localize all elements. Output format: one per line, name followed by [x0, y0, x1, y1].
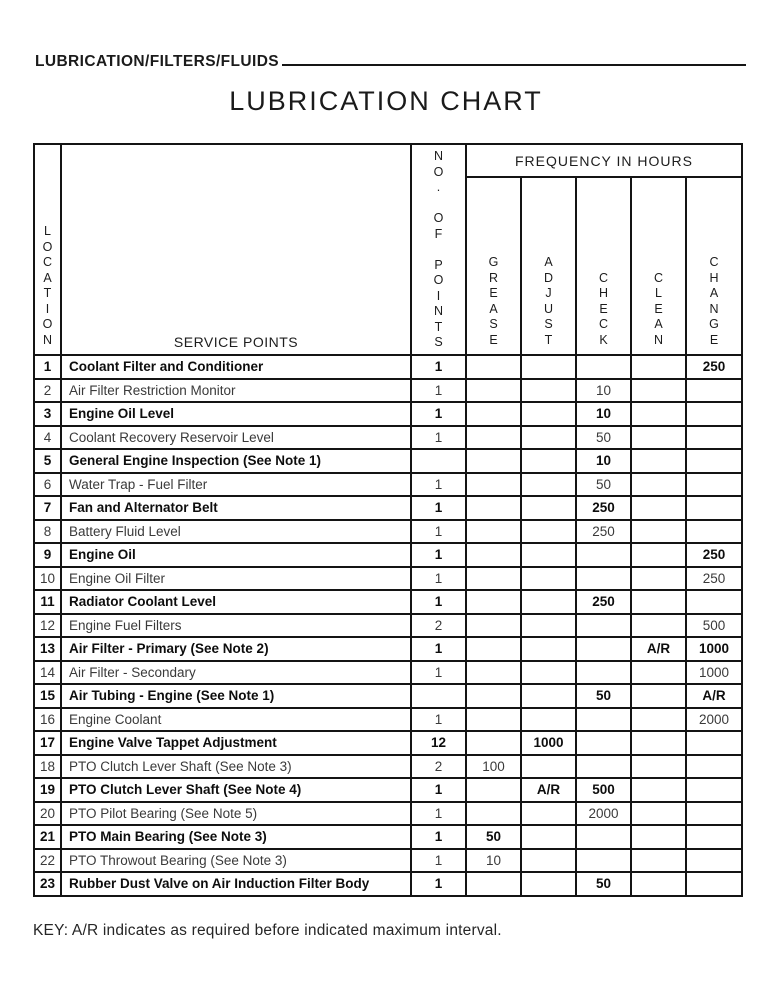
grease-cell — [467, 544, 522, 566]
grease-cell — [467, 403, 522, 425]
location-cell: 18 — [35, 756, 62, 778]
points-cell: 1 — [412, 380, 467, 402]
service-point-cell: Air Tubing - Engine (See Note 1) — [62, 685, 412, 707]
adjust-cell — [522, 380, 577, 402]
location-cell: 8 — [35, 521, 62, 543]
points-cell: 1 — [412, 403, 467, 425]
points-cell: 12 — [412, 732, 467, 754]
service-points-column-header: SERVICE POINTS — [62, 145, 412, 354]
change-cell: 250 — [702, 359, 726, 375]
points-cell: 1 — [412, 356, 467, 378]
service-point-cell: Engine Valve Tappet Adjustment — [62, 732, 412, 754]
table-row — [35, 756, 741, 780]
check-cell: 250 — [577, 591, 632, 613]
location-cell: 12 — [35, 615, 62, 637]
points-cell: 1 — [412, 521, 467, 543]
clean-cell — [632, 732, 687, 754]
check-cell: 50 — [577, 685, 632, 707]
check-cell: 10 — [577, 450, 632, 472]
check-cell: 50 — [577, 474, 632, 496]
table-body — [35, 356, 741, 895]
adjust-cell — [522, 544, 577, 566]
grease-cell — [467, 380, 522, 402]
check-column-header: C H E C K — [577, 178, 632, 354]
change-column-header: C H A N G E — [709, 255, 719, 347]
table-row — [35, 662, 741, 686]
clean-cell — [632, 803, 687, 825]
location-cell: 11 — [35, 591, 62, 613]
points-cell: 1 — [412, 850, 467, 872]
change-cell: 1000 — [698, 664, 730, 680]
grease-cell — [467, 662, 522, 684]
service-point-cell: PTO Clutch Lever Shaft (See Note 4) — [62, 779, 412, 801]
location-cell: 17 — [35, 732, 62, 754]
location-column-header: L O C A T I O N — [35, 145, 62, 354]
grease-cell: 50 — [467, 826, 522, 848]
change-cell — [687, 826, 741, 848]
points-cell: 1 — [412, 826, 467, 848]
lubrication-chart-table — [33, 143, 743, 897]
grease-cell — [467, 685, 522, 707]
points-cell: 2 — [412, 615, 467, 637]
clean-cell — [632, 427, 687, 449]
adjust-cell — [522, 850, 577, 872]
location-cell: 3 — [35, 403, 62, 425]
change-cell — [687, 474, 741, 496]
service-point-cell: PTO Throwout Bearing (See Note 3) — [62, 850, 412, 872]
service-point-cell: Engine Fuel Filters — [62, 615, 412, 637]
adjust-cell — [522, 403, 577, 425]
clean-cell — [632, 709, 687, 731]
location-cell: 10 — [35, 568, 62, 590]
service-point-cell: Rubber Dust Valve on Air Induction Filter Body — [62, 873, 412, 895]
service-point-cell: Air Filter Restriction Monitor — [62, 380, 412, 402]
change-cell — [687, 427, 741, 449]
clean-cell — [632, 497, 687, 519]
table-row — [35, 450, 741, 474]
grease-cell — [467, 450, 522, 472]
table-row — [35, 615, 741, 639]
points-cell: 1 — [412, 474, 467, 496]
grease-cell — [467, 638, 522, 660]
points-cell: 2 — [412, 756, 467, 778]
location-cell: 13 — [35, 638, 62, 660]
grease-cell — [467, 615, 522, 637]
clean-cell — [632, 873, 687, 895]
table-row — [35, 356, 741, 380]
table-row — [35, 380, 741, 404]
points-cell: 1 — [412, 638, 467, 660]
service-point-cell: Water Trap - Fuel Filter — [62, 474, 412, 496]
service-point-cell: PTO Main Bearing (See Note 3) — [62, 826, 412, 848]
service-point-cell: PTO Pilot Bearing (See Note 5) — [62, 803, 412, 825]
clean-cell — [632, 521, 687, 543]
adjust-cell — [522, 615, 577, 637]
service-point-cell: Engine Oil Level — [62, 403, 412, 425]
location-cell: 14 — [35, 662, 62, 684]
clean-cell — [632, 474, 687, 496]
check-cell: 250 — [577, 497, 632, 519]
location-cell: 19 — [35, 779, 62, 801]
table-row — [35, 403, 741, 427]
check-cell: 50 — [577, 873, 632, 895]
change-cell — [687, 756, 741, 778]
table-row — [35, 685, 741, 709]
table-row — [35, 873, 741, 895]
key-note: KEY: A/R indicates as required before indicated maximum interval. — [33, 922, 502, 939]
clean-cell — [632, 356, 687, 378]
grease-cell — [467, 474, 522, 496]
change-cell — [687, 850, 741, 872]
points-cell: 1 — [412, 779, 467, 801]
clean-cell — [632, 544, 687, 566]
check-cell: 10 — [577, 403, 632, 425]
check-cell: 2000 — [577, 803, 632, 825]
section-heading: LUBRICATION/FILTERS/FLUIDS — [35, 53, 280, 70]
location-cell: 21 — [35, 826, 62, 848]
heading-rule-line — [282, 52, 746, 66]
grease-column-header: G R E A S E — [467, 178, 522, 354]
adjust-cell — [522, 873, 577, 895]
adjust-cell — [522, 521, 577, 543]
points-cell: 1 — [412, 568, 467, 590]
adjust-cell — [522, 497, 577, 519]
grease-cell — [467, 497, 522, 519]
grease-cell: 100 — [467, 756, 522, 778]
adjust-cell — [522, 591, 577, 613]
adjust-cell — [522, 709, 577, 731]
table-row — [35, 568, 741, 592]
check-cell: 500 — [577, 779, 632, 801]
service-point-cell: Coolant Recovery Reservoir Level — [62, 427, 412, 449]
service-point-cell: Coolant Filter and Conditioner — [62, 356, 412, 378]
adjust-cell: A/R — [522, 779, 577, 801]
service-point-cell: General Engine Inspection (See Note 1) — [62, 450, 412, 472]
adjust-cell — [522, 638, 577, 660]
change-cell — [687, 380, 741, 402]
change-cell — [687, 779, 741, 801]
grease-cell — [467, 591, 522, 613]
change-cell: A/R — [702, 688, 726, 704]
table-header — [35, 145, 741, 356]
points-cell: 1 — [412, 709, 467, 731]
change-cell — [687, 591, 741, 613]
check-cell: 50 — [577, 427, 632, 449]
adjust-cell — [522, 568, 577, 590]
clean-cell — [632, 685, 687, 707]
adjust-column-header: A D J U S T — [522, 178, 577, 354]
grease-cell — [467, 709, 522, 731]
service-point-cell: Fan and Alternator Belt — [62, 497, 412, 519]
location-cell: 1 — [35, 356, 62, 378]
service-point-cell: Battery Fluid Level — [62, 521, 412, 543]
service-point-cell: Radiator Coolant Level — [62, 591, 412, 613]
points-cell: 1 — [412, 427, 467, 449]
points-cell: 1 — [412, 591, 467, 613]
points-cell: 1 — [412, 497, 467, 519]
check-cell — [577, 356, 632, 378]
adjust-cell — [522, 662, 577, 684]
check-cell — [577, 544, 632, 566]
check-cell — [577, 709, 632, 731]
check-cell — [577, 850, 632, 872]
table-row — [35, 591, 741, 615]
check-cell — [577, 638, 632, 660]
clean-cell — [632, 662, 687, 684]
clean-cell — [632, 591, 687, 613]
location-cell: 7 — [35, 497, 62, 519]
clean-cell: A/R — [632, 638, 687, 660]
adjust-cell — [522, 450, 577, 472]
grease-cell: 10 — [467, 850, 522, 872]
clean-column-header: C L E A N — [632, 178, 687, 354]
no-of-points-column-header: N O . O F P O I N T S — [412, 145, 467, 354]
grease-cell — [467, 568, 522, 590]
change-cell: 2000 — [698, 711, 730, 727]
adjust-cell — [522, 474, 577, 496]
change-cell — [687, 803, 741, 825]
clean-cell — [632, 826, 687, 848]
grease-cell — [467, 732, 522, 754]
change-cell — [687, 873, 741, 895]
points-cell: 1 — [412, 544, 467, 566]
adjust-cell — [522, 756, 577, 778]
clean-cell — [632, 403, 687, 425]
clean-cell — [632, 380, 687, 402]
service-point-cell: PTO Clutch Lever Shaft (See Note 3) — [62, 756, 412, 778]
change-cell — [687, 450, 741, 472]
change-cell — [687, 403, 741, 425]
location-cell: 15 — [35, 685, 62, 707]
location-cell: 2 — [35, 380, 62, 402]
change-cell: 250 — [702, 570, 726, 586]
points-cell — [412, 450, 467, 472]
points-cell: 1 — [412, 873, 467, 895]
check-cell: 10 — [577, 380, 632, 402]
location-cell: 22 — [35, 850, 62, 872]
check-cell — [577, 756, 632, 778]
check-cell — [577, 732, 632, 754]
grease-cell — [467, 873, 522, 895]
service-point-cell: Engine Coolant — [62, 709, 412, 731]
grease-cell — [467, 779, 522, 801]
check-cell — [577, 662, 632, 684]
service-point-cell: Air Filter - Primary (See Note 2) — [62, 638, 412, 660]
page-header — [35, 52, 746, 71]
table-row — [35, 850, 741, 874]
check-cell — [577, 568, 632, 590]
change-cell: 1000 — [698, 641, 730, 657]
adjust-cell — [522, 356, 577, 378]
location-cell: 20 — [35, 803, 62, 825]
points-cell: 1 — [412, 662, 467, 684]
location-cell: 4 — [35, 427, 62, 449]
table-row — [35, 803, 741, 827]
table-row — [35, 779, 741, 803]
clean-cell — [632, 756, 687, 778]
table-row — [35, 638, 741, 662]
service-point-cell: Engine Oil Filter — [62, 568, 412, 590]
location-cell: 16 — [35, 709, 62, 731]
adjust-cell — [522, 826, 577, 848]
adjust-cell — [522, 685, 577, 707]
grease-cell — [467, 356, 522, 378]
table-row — [35, 497, 741, 521]
check-cell — [577, 826, 632, 848]
check-cell: 250 — [577, 521, 632, 543]
table-row — [35, 427, 741, 451]
check-cell — [577, 615, 632, 637]
change-cell — [687, 732, 741, 754]
table-row — [35, 732, 741, 756]
change-cell: 500 — [702, 617, 726, 633]
clean-cell — [632, 568, 687, 590]
adjust-cell — [522, 803, 577, 825]
table-row — [35, 544, 741, 568]
table-row — [35, 474, 741, 498]
service-point-cell: Engine Oil — [62, 544, 412, 566]
location-cell: 23 — [35, 873, 62, 895]
grease-cell — [467, 803, 522, 825]
points-cell: 1 — [412, 803, 467, 825]
clean-cell — [632, 779, 687, 801]
change-cell — [687, 497, 741, 519]
table-row — [35, 709, 741, 733]
clean-cell — [632, 450, 687, 472]
points-cell — [412, 685, 467, 707]
clean-cell — [632, 615, 687, 637]
location-cell: 9 — [35, 544, 62, 566]
location-cell: 6 — [35, 474, 62, 496]
service-point-cell: Air Filter - Secondary — [62, 662, 412, 684]
frequency-in-hours-group-header: FREQUENCY IN HOURS — [467, 145, 741, 178]
adjust-cell: 1000 — [522, 732, 577, 754]
grease-cell — [467, 521, 522, 543]
location-cell: 5 — [35, 450, 62, 472]
grease-cell — [467, 427, 522, 449]
table-row — [35, 826, 741, 850]
page-title: LUBRICATION CHART — [229, 86, 543, 116]
adjust-cell — [522, 427, 577, 449]
change-cell: 250 — [702, 547, 726, 563]
table-row — [35, 521, 741, 545]
clean-cell — [632, 850, 687, 872]
change-cell — [687, 521, 741, 543]
